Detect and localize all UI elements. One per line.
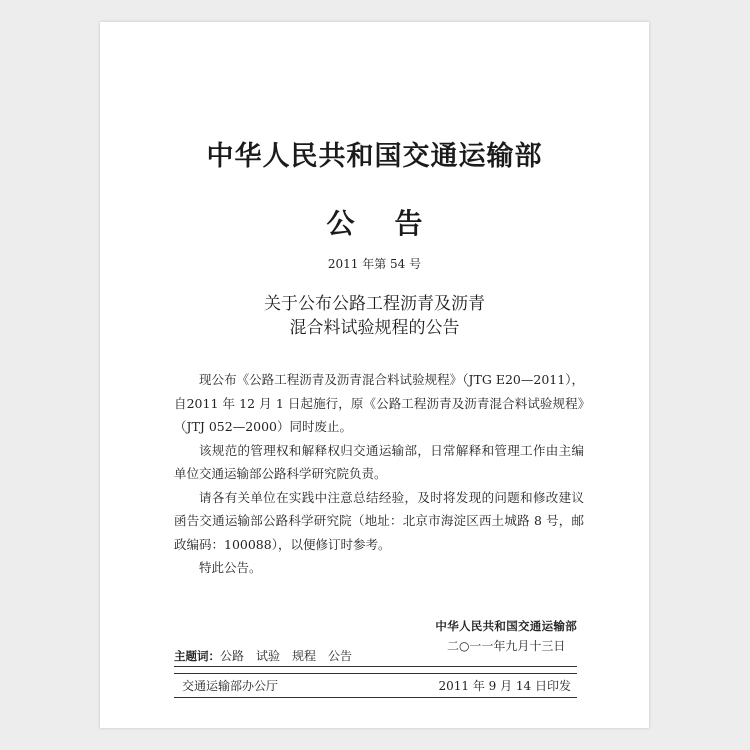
body-paragraph-2: 该规范的管理权和解释权归交通运输部，日常解释和管理工作由主编单位交通运输部公路科学研究院负责。: [174, 442, 584, 481]
body-paragraph-3: 请各有关单位在实践中注意总结经验，及时将发现的问题和修改建议函告交通运输部公路科学研究院（地址：北京市海淀区西土城路 8 号，邮政编码：100088），以便修订时参考。: [174, 489, 584, 552]
body-paragraph-4: 特此公告。: [199, 560, 262, 575]
signature-org: 中华人民共和国交通运输部: [435, 619, 577, 633]
footer-bar: [174, 675, 577, 698]
signature-date: 二○一一年九月十三日: [446, 639, 566, 653]
document-page: [100, 22, 649, 728]
keywords-value: 公路 试验 规程 公告: [220, 649, 353, 663]
announcement-body: [174, 368, 584, 580]
ministry-heading: 中华人民共和国交通运输部: [206, 141, 543, 172]
footer-print-date: 2011 年 9 月 14 日印发: [438, 679, 571, 693]
title-line-2: 混合料试验规程的公告: [289, 318, 460, 338]
footer-divider: [174, 673, 577, 674]
keywords-label: 主题词：: [174, 649, 220, 663]
document-number: 2011 年第 54 号: [327, 257, 422, 271]
body-paragraph-1: 现公布《公路工程沥青及沥青混合料试验规程》（JTG E20—2011），自2011 年 12 月 1 日起施行，原《公路工程沥青及沥青混合料试验规程》（JTJ 052—2000）同时废止。: [174, 372, 584, 434]
title-line-1: 关于公布公路工程沥青及沥青: [264, 294, 485, 314]
document-type-heading: 公告: [326, 207, 463, 240]
keywords-line: [174, 646, 577, 667]
announcement-title: [100, 292, 649, 340]
footer-issuer: 交通运输部办公厅: [182, 679, 279, 693]
